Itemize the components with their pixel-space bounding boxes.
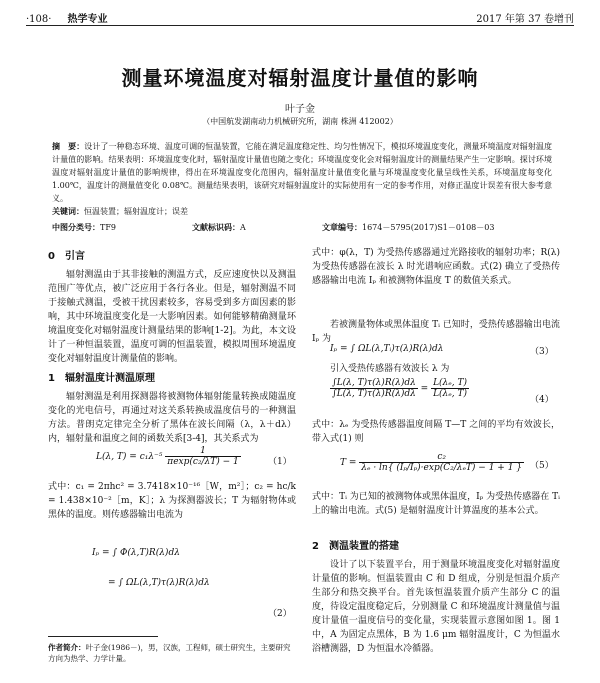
- paper-title: 测量环境温度对辐射温度计量值的影响: [121, 66, 479, 90]
- principle-paragraph: 辐射测温是利用探测器将被测物体辐射能量转换成随温度变化的光电信号，再通过对这关系转换成温度信号的一种测温方法。普朗克定律完全分析了黑体在波长间隔（λ，λ＋dλ）内，辐射量和温度之间的函数关系[3-4]，其关系式为: [48, 392, 296, 444]
- eq1-lhs: L(λ, T) = c₁λ⁻⁵: [96, 452, 163, 462]
- eq4-right-numerator: L(λₑ, T): [433, 378, 467, 388]
- equation-5: [340, 452, 524, 473]
- eq4-right-fraction: [431, 378, 469, 399]
- affiliation: （中国航发湖南动力机械研究所，湖南 株洲 412002）: [202, 117, 398, 126]
- eq5-fraction: [359, 452, 524, 473]
- eq1-number: （1）: [268, 457, 292, 467]
- eq1-numerator: 1: [165, 446, 240, 457]
- eq2-number: （2）: [268, 609, 292, 619]
- eq1-denominator: πexp(c₂/λT) − 1: [167, 457, 239, 467]
- keywords-label: 关键词：: [52, 207, 84, 216]
- journal-name: 热学专业: [67, 14, 108, 25]
- abstract: [52, 140, 552, 205]
- eq3-number: （3）: [530, 347, 554, 357]
- abstract-label: 摘 要：: [52, 142, 85, 151]
- running-header: [26, 8, 574, 24]
- eq5-lhs: T =: [340, 458, 357, 468]
- page-number: ·108·: [26, 14, 52, 25]
- eq5-numerator: c₂: [359, 452, 524, 463]
- keywords: [52, 206, 188, 217]
- clc-code: [52, 222, 116, 233]
- doc-value: A: [240, 223, 246, 232]
- constants-paragraph: 式中：c₁ = 2πhc² = 3.7418×10⁻¹⁶［W，m²］；c₂ = hc/k = 1.438×10⁻²［m，K］；λ 为探测器波长；T 为辐射物体或黑体的温度。则传感器输出电流为: [48, 482, 296, 520]
- eq2-explanation: 式中：φ(λ，T) 为受热传感器通过光路接收的辐射功率；R(λ) 为受热传感器在波长 λ 时光谱响应函数。式(2) 确立了受热传感器输出电流 Iₚ 和被测物体温度 T 的数值关系式。: [312, 248, 560, 286]
- equation-2-line-1: Iₚ = ∫ Φ(λ,T)R(λ)dλ: [92, 548, 180, 558]
- footnote-label: 作者简介：: [48, 643, 86, 652]
- section-1-heading: [48, 372, 296, 386]
- footnote-divider: [48, 636, 158, 637]
- clc-label: 中图分类号：: [52, 223, 100, 232]
- section-2-heading: [312, 540, 560, 554]
- header-divider: [26, 25, 574, 26]
- article-number: [322, 222, 494, 233]
- doc-code: [192, 222, 246, 233]
- eq4-denominator: ∫L(λ, T)τ(λ)R(λ)dλ: [332, 389, 416, 399]
- equation-3: Iₚ = ∫ ΩL(λ,Tᵢ)τ(λ)R(λ)dλ: [330, 344, 444, 354]
- eq4-left-fraction: [330, 378, 418, 399]
- eq4-numerator: ∫L(λ, T)τ(λ)R(λ)dλ: [332, 378, 416, 388]
- section-1-title: 1 辐射温度计测温原理: [48, 373, 155, 384]
- known-temp-paragraph: 若被测量物体或黑体温度 Tᵢ 已知时，受热传感器输出电流 Iₚ 为: [312, 320, 560, 344]
- footnote-text: 叶子金(1986－)，男，汉族，工程师，硕士研究生，主要研究方向为热学、力学计量。: [48, 643, 291, 663]
- eq4-explanation: 式中：λₑ 为受热传感器温度间隔 T—T 之间的平均有效波长，带入式(1) 则: [312, 420, 560, 444]
- clc-value: TF9: [100, 223, 116, 232]
- section-0-heading: [48, 250, 296, 264]
- doc-label: 文献标识码：: [192, 223, 240, 232]
- journal-issue: 2017 年第 37 卷增刊: [476, 14, 574, 25]
- eq5-denominator: λₑ · ln{ (Iₚ/Iₚ)·exp(C₂/λₑT) − 1 + 1 }: [361, 463, 523, 473]
- intro-paragraph: 辐射测温由于其非接触的测温方式，反应速度快以及测温范围广等优点，被广泛应用于各行各业。但是，辐射测温不同于接触式测温，受被干扰因素较多，容易受到多方面因素的影响，其中环境温度变化是一大影响因素。如何能够精确测量环境温度变化对辐射温度计测量结果的影响[1-2]。为此，本文设计了一种恒温装置，温度可调的恒温装置，模拟周围环境温度变化对辐射温度计测量值的影响。: [48, 270, 296, 364]
- section-2-title: 2 测温装置的搭建: [312, 541, 399, 552]
- equation-4: $\frac{\int L(\lambda, T)\tau(\lambda)R(\lambda)d\lambda}{\int L(\lambda, T)\tau(\lambda)R(\lambda)d\lambda}$ = $\frac{\text{L(λₑ, T)}}{\text{L(λₑ, T)}}$: [332, 378, 467, 399]
- eq5-explanation: 式中：Tᵢ 为已知的被测物体或黑体温度，Iₚ 为受热传感器在 Tᵢ 上的输出电流。式(5) 是辐射温度计计算温度的基本公式。: [312, 492, 560, 516]
- apparatus-paragraph: 设计了以下装置平台，用于测量环境温度变化对辐射温度计量值的影响。恒温装置由 C 和 D 组成，分别是恒温介质产生部分和热交换平台。首先该恒温装置介质产生部分 C 的温度，待设定温度稳定后，分别测量 C 和环境温度计测量值与温度计量值一温度信号的变化量，实现装置示意图如图 1。图 1 中，A 为固定点黑体，B 为 1.6 μm 辐射温度计，C 为恒温水浴槽测器，D 为恒温水冷循器。: [312, 560, 560, 654]
- header-left: [26, 10, 107, 25]
- eq5-number: （5）: [530, 461, 554, 471]
- author-footnote: [48, 642, 296, 664]
- section-0-title: 0 引言: [48, 251, 85, 262]
- article-label: 文章编号：: [322, 223, 362, 232]
- abstract-text: 设计了一种稳态环境、温度可调的恒温装置，它能在满足温度稳定性、均匀性情况下，模拟环境温度变化，测量环境温度对辐射温度计量值的影响。结果表明：环境温度变化时，辐射温度计量值也随之变化；环境温度变化会对辐射温度计的测量结果产生一定影响。探讨环境温度对辐射温度计量值的影响规律，得出在环境温度变化范围内，辐射温度计量值变化量与环境温度变化量呈线性关系，环境温度每变化 1.00℃，温度计的测量值变化 0.08℃。测量结果表明，该研究对辐射温度计的实际使用有一定的参考作用，对修正温度计误差有很大参考意义。: [52, 142, 552, 203]
- eq1-fraction: [165, 446, 240, 467]
- effective-wavelength-intro: 引入受热传感器有效波长 λ 为: [330, 364, 450, 374]
- keywords-text: 恒温装置；辐射温度计；误差: [84, 207, 188, 216]
- author: 叶子金: [285, 104, 315, 115]
- equation-1: [96, 446, 241, 467]
- eq4-number: （4）: [530, 395, 554, 405]
- article-value: 1674－5795(2017)S1－0108－03: [362, 223, 495, 232]
- eq4-right-denominator: L(λₑ, T): [433, 389, 467, 399]
- equation-2-line-2: = ∫ ΩL(λ,T)τ(λ)R(λ)dλ: [108, 578, 210, 588]
